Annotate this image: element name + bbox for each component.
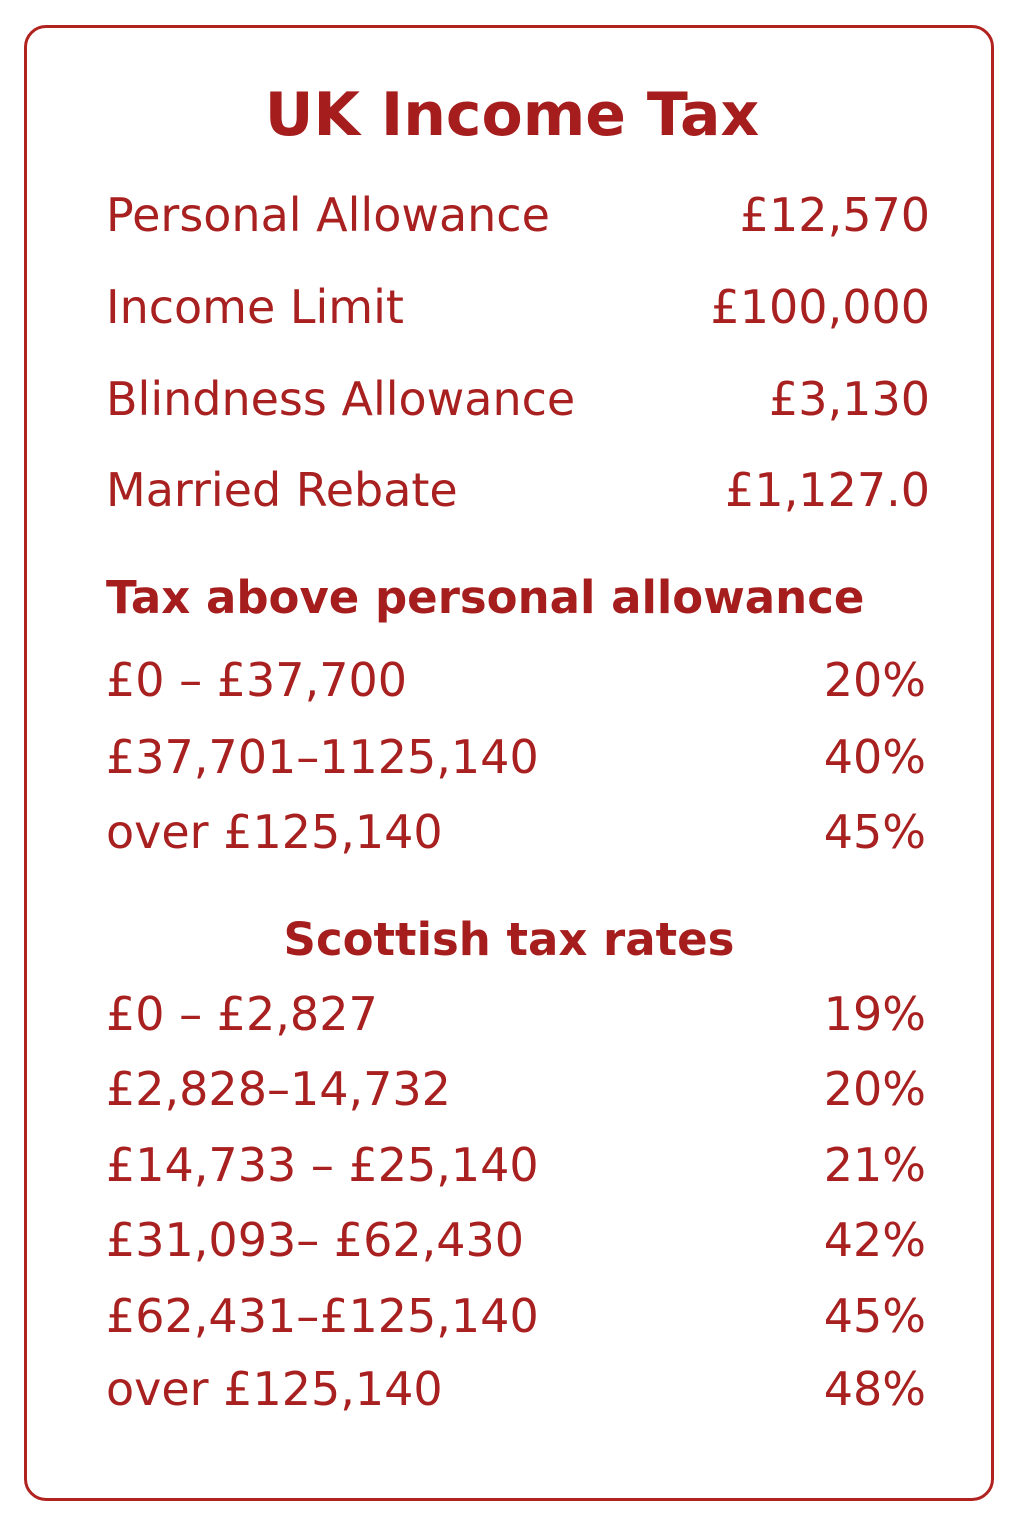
allowance-label: Personal Allowance bbox=[106, 188, 550, 242]
rate-value: 40% bbox=[823, 730, 926, 784]
scottish-rate-row bbox=[106, 1210, 926, 1270]
page-title: UK Income Tax bbox=[264, 80, 760, 150]
allowance-label: Married Rebate bbox=[106, 463, 458, 517]
band-label: £37,701–1125,140 bbox=[106, 730, 539, 784]
scottish-rate-row bbox=[106, 1359, 926, 1419]
band-label: £14,733 – £25,140 bbox=[106, 1138, 539, 1192]
rate-value: 48% bbox=[823, 1362, 926, 1416]
band-label: £2,828–14,732 bbox=[106, 1062, 451, 1116]
allowance-row-income-limit bbox=[106, 277, 930, 337]
scottish-rate-row bbox=[106, 1286, 926, 1346]
rate-value: 21% bbox=[823, 1138, 926, 1192]
allowance-row-married bbox=[106, 460, 930, 520]
allowance-label: Blindness Allowance bbox=[106, 372, 576, 426]
rate-value: 42% bbox=[823, 1213, 926, 1267]
band-label: £0 – £2,827 bbox=[106, 987, 378, 1041]
band-label: £62,431–£125,140 bbox=[106, 1289, 539, 1343]
allowance-value: £3,130 bbox=[769, 372, 930, 426]
band-label: £31,093– £62,430 bbox=[106, 1213, 525, 1267]
uk-rate-row bbox=[106, 802, 926, 862]
uk-rate-row bbox=[106, 650, 926, 710]
rate-value: 45% bbox=[823, 805, 926, 859]
allowance-value: £1,127.0 bbox=[725, 463, 930, 517]
scottish-rate-row bbox=[106, 1059, 926, 1119]
band-label: £0 – £37,700 bbox=[106, 653, 407, 707]
scottish-rates-heading: Scottish tax rates bbox=[283, 913, 735, 966]
rate-value: 45% bbox=[823, 1289, 926, 1343]
band-label: over £125,140 bbox=[106, 805, 443, 859]
uk-rates-heading: Tax above personal allowance bbox=[106, 571, 865, 624]
allowance-row-blindness bbox=[106, 369, 930, 429]
scottish-rate-row bbox=[106, 984, 926, 1044]
band-label: over £125,140 bbox=[106, 1362, 443, 1416]
rate-value: 19% bbox=[823, 987, 926, 1041]
scottish-rate-row bbox=[106, 1135, 926, 1195]
allowance-value: £100,000 bbox=[710, 280, 930, 334]
uk-rate-row bbox=[106, 727, 926, 787]
allowance-value: £12,570 bbox=[739, 188, 930, 242]
rate-value: 20% bbox=[823, 1062, 926, 1116]
rate-value: 20% bbox=[823, 653, 926, 707]
allowance-row-personal bbox=[106, 185, 930, 245]
allowance-label: Income Limit bbox=[106, 280, 404, 334]
